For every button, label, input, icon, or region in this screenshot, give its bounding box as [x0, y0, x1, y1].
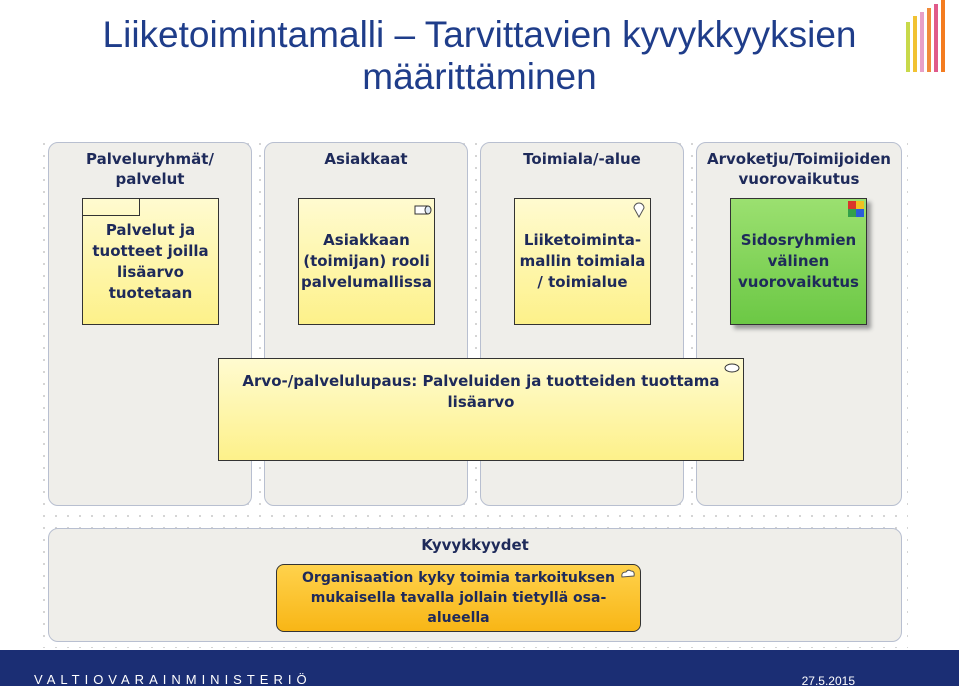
diagram-canvas — [38, 138, 908, 648]
group-label-kyvykkyydet: Kyvykkyydet — [421, 536, 529, 554]
box-organisaation-kyky-label: Organisaation kyky toimia tarkoituksen mukaisella tavalla jollain tietyllä osa-alueella — [302, 570, 615, 626]
box-toimiala[interactable] — [514, 198, 651, 325]
interaction-icon — [848, 201, 864, 217]
title-line-2: määrittäminen — [362, 56, 597, 97]
ministry-logo-icon — [903, 0, 951, 80]
location-pin-icon — [632, 200, 646, 218]
box-palvelut[interactable] — [82, 198, 219, 325]
footer-ministry: VALTIOVARAINMINISTERIÖ — [34, 672, 312, 686]
product-tab-icon — [82, 198, 140, 216]
box-sidosryhmien-label: Sidosryhmien välinen vuorovaikutus — [738, 231, 859, 291]
box-sidosryhmien[interactable] — [730, 198, 867, 325]
box-organisaation-kyky[interactable] — [276, 564, 641, 632]
capability-icon — [620, 568, 636, 580]
box-asiakkaan-rooli[interactable] — [298, 198, 435, 325]
footer-bar — [0, 650, 959, 686]
box-asiakkaan-rooli-label: Asiakkaan (toimijan) rooli palvelumallissa — [301, 231, 432, 291]
footer-date: 27.5.2015 — [801, 674, 855, 686]
group-label-arvoketju: Arvoketju/Toimijoiden vuorovaikutus — [707, 150, 891, 188]
role-icon — [414, 204, 432, 216]
box-arvolupaus-label: Arvo-/palvelulupaus: Palveluiden ja tuotteiden tuottama lisäarvo — [242, 372, 720, 411]
group-label-toimiala: Toimiala/-alue — [523, 150, 641, 168]
value-oval-icon — [724, 363, 740, 373]
group-label-asiakkaat: Asiakkaat — [324, 150, 408, 168]
box-arvolupaus[interactable] — [218, 358, 744, 461]
box-palvelut-label: Palvelut ja tuotteet joilla lisäarvo tuotetaan — [92, 220, 209, 302]
title-line-1: Liiketoimintamalli – Tarvittavien kyvykkyyksien — [102, 14, 857, 55]
page-title — [0, 14, 959, 98]
box-toimiala-label: Liiketoiminta-mallin toimiala / toimialue — [519, 231, 646, 291]
group-label-palveluryhmat: Palveluryhmät/ palvelut — [86, 150, 214, 188]
